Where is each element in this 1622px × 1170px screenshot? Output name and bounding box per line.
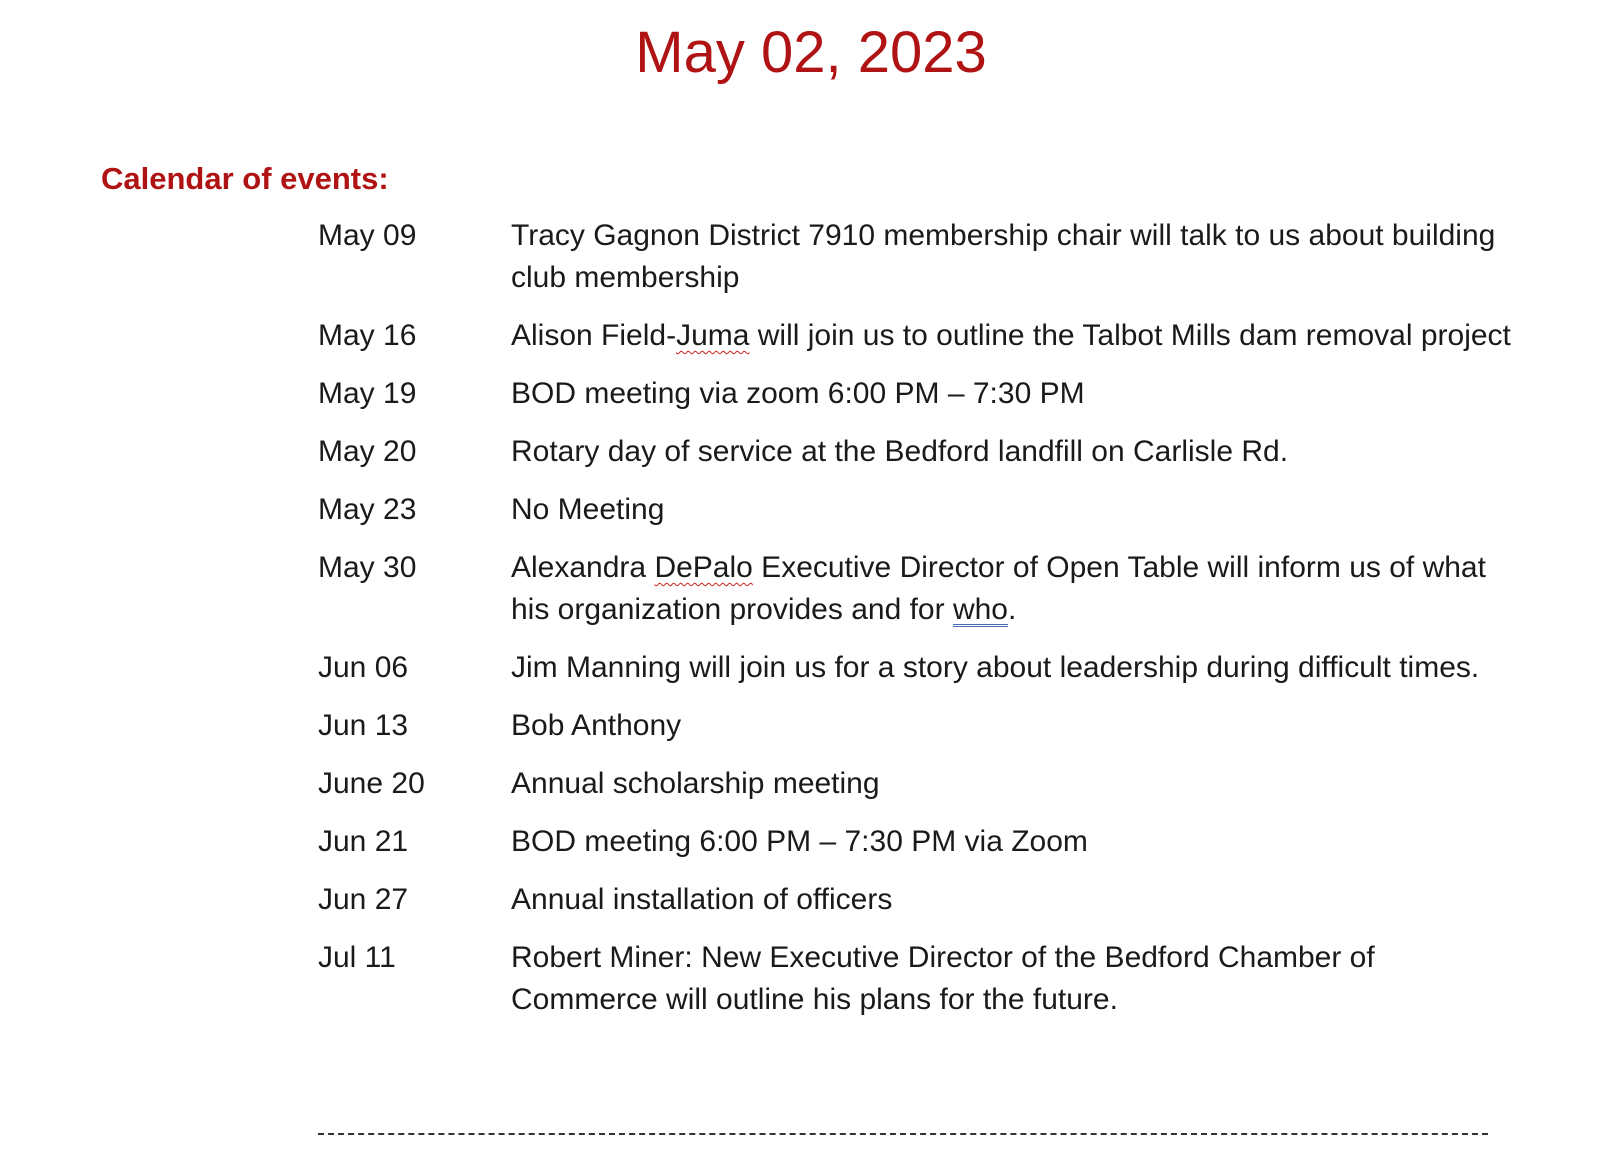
event-description-text: will join us to outline the Talbot Mills dam removal project — [749, 319, 1511, 352]
event-description-text: Jim Manning will join us for a story about leadership during difficult times. — [511, 651, 1480, 684]
event-date: May 23 — [318, 493, 417, 526]
event-row — [318, 489, 1518, 531]
event-date: May 16 — [318, 319, 417, 352]
event-date: June 20 — [318, 767, 425, 800]
event-description-text: BOD meeting via zoom 6:00 PM – 7:30 PM — [511, 377, 1085, 410]
page-title: May 02, 2023 — [635, 20, 987, 85]
event-date: May 20 — [318, 435, 417, 468]
event-row — [318, 373, 1518, 415]
event-description — [511, 821, 1518, 863]
events-list — [318, 215, 1518, 1037]
event-row — [318, 705, 1518, 747]
event-description-text: Tracy Gagnon District 7910 membership chair will talk to us about building club membership — [511, 219, 1496, 294]
event-description-text: Alexandra — [511, 551, 655, 584]
event-description-text: Annual installation of officers — [511, 883, 893, 916]
event-description-text: No Meeting — [511, 493, 665, 526]
event-description — [511, 431, 1518, 473]
event-row — [318, 937, 1518, 1021]
event-description — [511, 315, 1518, 357]
event-description-text: Annual scholarship meeting — [511, 767, 880, 800]
event-date: May 09 — [318, 219, 417, 252]
event-description — [511, 705, 1518, 747]
event-row — [318, 315, 1518, 357]
event-date: May 30 — [318, 551, 417, 584]
event-description — [511, 763, 1518, 805]
event-description — [511, 879, 1518, 921]
event-row — [318, 547, 1518, 631]
event-description-text: . — [1007, 593, 1017, 626]
calendar-heading: Calendar of events: — [101, 161, 389, 196]
event-description — [511, 373, 1518, 415]
event-row — [318, 647, 1518, 689]
event-description — [511, 489, 1518, 531]
event-description-text: BOD meeting 6:00 PM – 7:30 PM via Zoom — [511, 825, 1088, 858]
event-date: Jun 27 — [318, 883, 409, 916]
event-row — [318, 821, 1518, 863]
spellcheck-flagged-word[interactable]: Juma — [676, 319, 750, 352]
event-date: Jul 11 — [318, 941, 396, 974]
event-description-text: Rotary day of service at the Bedford landfill on Carlisle Rd. — [511, 435, 1289, 468]
event-description — [511, 215, 1518, 299]
event-description — [511, 547, 1518, 631]
event-description-text: Robert Miner: New Executive Director of the Bedford Chamber of Commerce will outline his plans for the future. — [511, 941, 1375, 1016]
grammar-flagged-word[interactable]: who — [952, 593, 1008, 626]
event-row — [318, 763, 1518, 805]
event-description-text: Executive Director of Open Table will inform us of what his organization provides and for — [511, 551, 1486, 626]
spellcheck-flagged-word[interactable]: DePalo — [654, 551, 753, 584]
event-description-text: Alison Field- — [511, 319, 677, 352]
event-row — [318, 431, 1518, 473]
event-date: Jun 06 — [318, 651, 409, 684]
event-description-text: Bob Anthony — [511, 709, 682, 742]
event-date: May 19 — [318, 377, 417, 410]
event-row — [318, 215, 1518, 299]
event-description — [511, 647, 1518, 689]
event-description — [511, 937, 1518, 1021]
event-date: Jun 21 — [318, 825, 409, 858]
event-date: Jun 13 — [318, 709, 409, 742]
dashed-divider — [318, 1133, 1488, 1135]
event-row — [318, 879, 1518, 921]
